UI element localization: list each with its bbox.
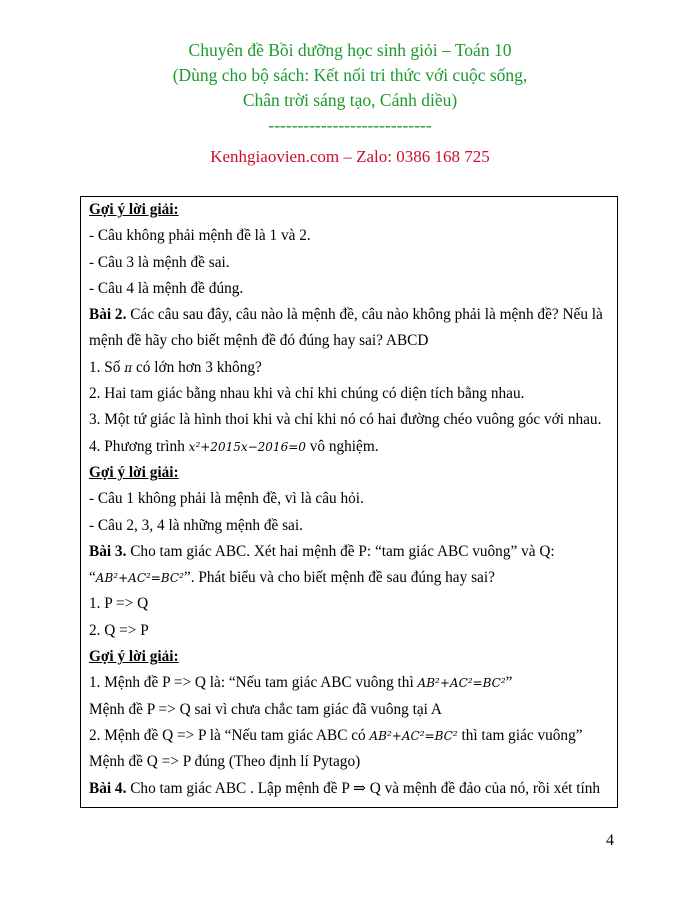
text-span: ”: [505, 674, 513, 692]
text-span: 2. Mệnh đề Q => P là “Nếu tam giác ABC có: [89, 726, 370, 744]
text-line: [89, 355, 615, 381]
text-line: - Câu 3 là mệnh đề sai.: [89, 253, 230, 271]
text-line: - Câu 2, 3, 4 là những mệnh đề sai.: [89, 516, 303, 534]
text-line: [89, 723, 615, 749]
header-title: Chuyên đề Bồi dưỡng học sinh giỏi – Toán 10: [188, 40, 512, 60]
text-span: Các câu sau đây, câu nào là mệnh đề, câu nào không phải là mệnh đề? Nếu là: [126, 306, 603, 324]
math-pi: π: [124, 360, 133, 375]
text-span: Cho tam giác ABC . Lập mệnh đề P ⇒ Q và mệnh đề đảo của nó, rồi xét tính: [126, 779, 601, 797]
text-span: có lớn hơn 3 không?: [132, 358, 262, 376]
math-equation: AB²+AC²=BC²: [369, 728, 458, 743]
header-subtitle-1: (Dùng cho bộ sách: Kết nối tri thức với cuộc sống,: [172, 65, 528, 85]
text-line: - Câu 4 là mệnh đề đúng.: [89, 279, 244, 297]
exercise-label: Bài 3.: [89, 542, 127, 560]
text-span: 4. Phương trình: [89, 437, 189, 455]
text-line: mệnh đề hãy cho biết mệnh đề đó đúng hay sai? ABCD: [89, 332, 429, 350]
text-line: Mệnh đề Q => P đúng (Theo định lí Pytago): [89, 753, 361, 771]
text-span: vô nghiệm.: [305, 437, 379, 455]
text-span: 1. Mệnh đề P => Q là: “Nếu tam giác ABC vuông thì: [89, 674, 418, 692]
text-line: 2. Hai tam giác bằng nhau khi và chỉ khi chúng có diện tích bằng nhau.: [89, 385, 525, 403]
text-span: Cho tam giác ABC. Xét hai mệnh đề P: “tam giác ABC vuông” và Q:: [126, 542, 555, 560]
text-span: thì tam giác vuông”: [457, 726, 583, 744]
page-header: [0, 38, 700, 138]
text-span: “: [89, 569, 96, 587]
exercise-label: Bài 4.: [89, 779, 127, 797]
text-line: 2. Q => P: [89, 621, 149, 639]
math-equation: AB²+AC²=BC²: [417, 676, 506, 691]
solution-heading: Gợi ý lời giải:: [89, 201, 179, 218]
text-line: [89, 670, 615, 696]
text-line: 3. Một tứ giác là hình thoi khi và chỉ khi nó có hai đường chéo vuông góc với nhau.: [89, 411, 602, 429]
exercise-4: [89, 776, 615, 802]
page-number: 4: [606, 832, 614, 849]
header-divider: ----------------------------: [268, 115, 432, 135]
solution-heading: Gợi ý lời giải:: [89, 463, 179, 481]
text-line: [89, 434, 615, 460]
text-line: 1. P => Q: [89, 595, 149, 613]
text-line: Mệnh đề P => Q sai vì chưa chắc tam giác đã vuông tại A: [89, 700, 442, 718]
exercise-label: Bài 2.: [89, 306, 127, 324]
solution-heading: Gợi ý lời giải:: [89, 648, 179, 666]
contact-line: Kenhgiaovien.com – Zalo: 0386 168 725: [210, 147, 490, 166]
text-line: [89, 565, 615, 591]
content-body: [89, 197, 615, 802]
text-line: - Câu không phải mệnh đề là 1 và 2.: [89, 227, 311, 245]
text-span: ”. Phát biểu và cho biết mệnh đề sau đúng hay sai?: [183, 569, 495, 587]
math-equation: x²+2015x−2016=0: [188, 439, 306, 454]
text-line: - Câu 1 không phải là mệnh đề, vì là câu hỏi.: [89, 490, 364, 508]
math-equation: AB²+AC²=BC²: [95, 571, 184, 586]
header-subtitle-2: Chân trời sáng tạo, Cánh diều): [242, 90, 458, 110]
exercise-3: [89, 539, 615, 565]
exercise-2: [89, 302, 615, 328]
text-span: 1. Số: [89, 358, 125, 376]
